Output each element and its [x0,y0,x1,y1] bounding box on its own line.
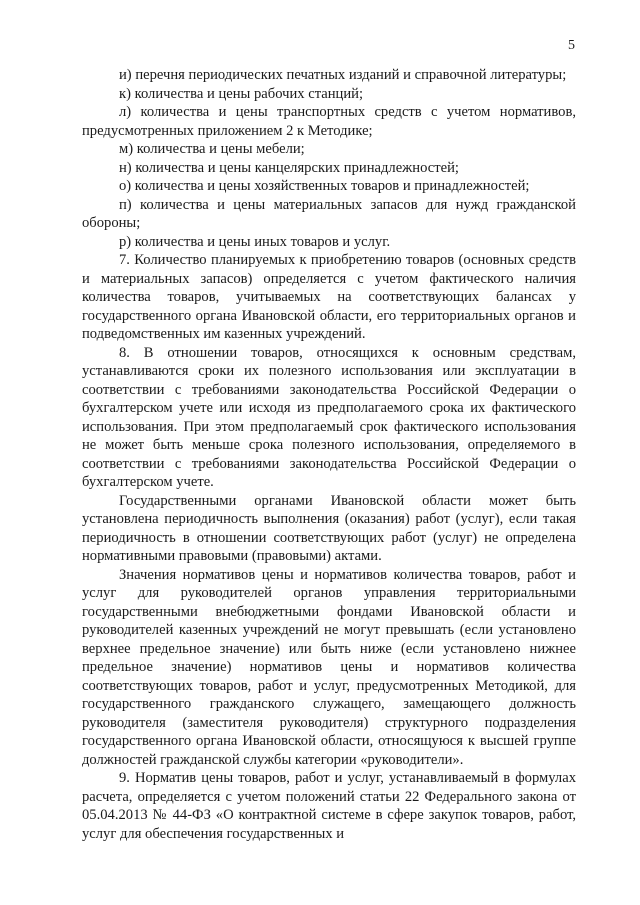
paragraph: л) количества и цены транспортных средств с учетом нормативов, предусмотренных приложением 2 к Методике; [82,104,576,139]
paragraph: н) количества и цены канцелярских принадлежностей; [119,159,459,176]
paragraph: 7. Количество планируемых к приобретению товаров (основных средств и материальных запасов) определяется с учетом фактического наличия количества товаров, учитываемых на соответствующих балансах у государственного органа Ивановской области, его территориальных органов и подведомственных им казенных учреждений. [82,252,576,342]
paragraph: и) перечня периодических печатных изданий и справочной литературы; [119,67,567,83]
paragraph: Значения нормативов цены и нормативов количества товаров, работ и услуг для руководителей органов управления территориальными государственными внебюджетными фондами Ивановской области и руководителей казенных учреждений не могут превышать (если установлено верхнее предельное значение) или быть ниже (если установлено нижнее предельное значение) нормативов цены и нормативов количества соответствующих товаров, работ и услуг, предусмотренных Методикой, для государственного гражданского служащего, замещающего должность руководителя (заместителя руководителя) структурного подразделения государственного органа Ивановской области, относящуюся к высшей группе должностей гражданской службы категории «руководители». [82,566,576,768]
paragraph: 8. В отношении товаров, относящихся к основным средствам, устанавливаются сроки их полезного использования или эксплуатации в соответствии с требованиями законодательства Российской Федерации о бухгалтерском учете или исходя из предполагаемого срока их фактического использования. При этом предполагаемый срок фактического использования не может быть меньше срока полезного использования, определяемого в соответствии с требованиями законодательства Российской Федерации о бухгалтерском учете. [82,344,576,490]
body-text [82,66,576,843]
paragraph: к) количества и цены рабочих станций; [119,85,364,102]
paragraph: 9. Норматив цены товаров, работ и услуг, устанавливаемый в формулах расчета, определяется с учетом положений статьи 22 Федерального закона от 05.04.2013 № 44-ФЗ «О контрактной системе в сфере закупок товаров, работ, услуг для обеспечения государственных и [82,770,576,842]
page-number: 5 [568,38,575,53]
paragraph: о) количества и цены хозяйственных товаров и принадлежностей; [119,178,530,194]
paragraph: п) количества и цены материальных запасов для нужд гражданской обороны; [82,196,576,231]
paragraph: м) количества и цены мебели; [119,141,305,157]
paragraph: р) количества и цены иных товаров и услуг. [119,233,391,250]
paragraph: Государственными органами Ивановской области может быть установлена периодичность выполнения (оказания) работ (услуг), если такая периодичность в отношении соответствующих работ (услуг) не определена нормативными правовыми (правовыми) актами. [82,492,576,564]
